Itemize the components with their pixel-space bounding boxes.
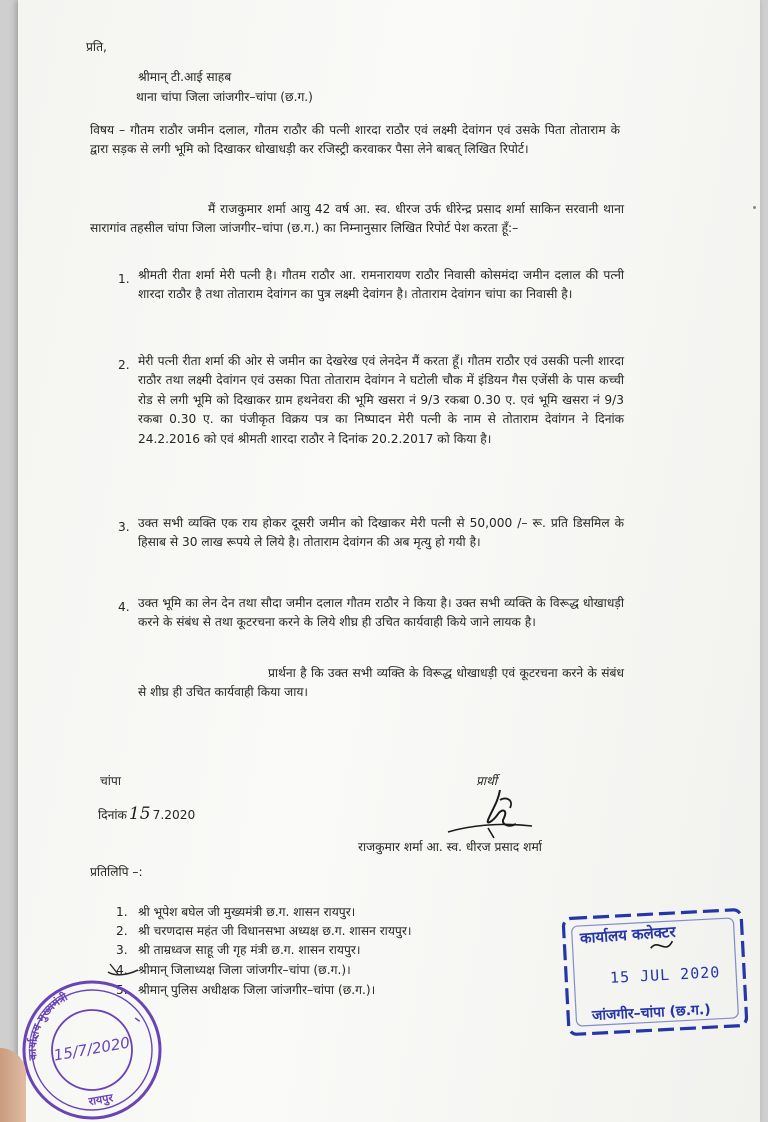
copy-item-2-number: 2. xyxy=(116,924,128,938)
salutation: प्रति, xyxy=(86,40,107,54)
copy-item-4-text: श्रीमान् जिलाध्यक्ष जिला जांजगीर–चांपा (छ.ग.)। xyxy=(138,963,351,977)
addressee-line-1: श्रीमान् टी.आई साहब xyxy=(138,70,232,84)
copy-item-4-number: 4. xyxy=(116,963,128,977)
point-4-text: उक्त भूमि का लेन देन तथा सौदा जमीन दलाल गौतम राठौर ने किया है। उक्त सभी व्यक्ति के विरूद्ध धोखाधड़ी करने के संबंध से तथा कूटरचना करने के लिये शीघ्र ही उचित कार्यवाही किये जाने लायक है। xyxy=(138,596,624,630)
round-seal-ring-text: कार्यालय मुख्यमंत्री xyxy=(25,990,70,1061)
point-1-text: श्रीमती रीता शर्मा मेरी पत्नी है। गौतम राठौर आ. रामनारायण राठौर निवासी कोसमंदा जमीन दलाल की पत्नी शारदा राठौर है तथा तोताराम देवांगन का पुत्र लक्ष्मी देवांगन है। तोताराम देवांगन चांपा का निवासी है। xyxy=(138,268,624,302)
date-line xyxy=(98,805,195,825)
copy-item-3-text: श्री ताम्रध्वज साहू जी गृह मंत्री छ.ग. शासन रायपुर। xyxy=(138,943,361,957)
copy-to-heading: प्रतिलिपि –: xyxy=(90,865,143,879)
copy-item-2-text: श्री चरणदास महंत जी विधानसभा अध्यक्ष छ.ग. शासन रायपुर। xyxy=(138,924,412,938)
point-1-number: 1. xyxy=(118,272,130,286)
applicant-label: प्रार्थी xyxy=(476,774,498,788)
place: चांपा xyxy=(100,774,121,788)
letter-page xyxy=(18,0,760,1122)
office-stamp-bottom: जांजगीर–चांपा (छ.ग.) xyxy=(591,1001,712,1025)
subject: विषय – गौतम राठौर जमीन दलाल, गौतम राठौर की पत्नी शारदा राठौर एवं लक्ष्मी देवांगन एवं उसके पिता तोताराम के द्वारा सड़क से लगी भूमि को दिखाकर धोखाधड़ी कर रजिस्ट्री करवाकर पैसा लेने बाबत् लिखित रिपोर्ट। xyxy=(90,123,620,157)
point-2-number: 2. xyxy=(118,358,130,372)
point-4-number: 4. xyxy=(118,600,130,614)
point-2-text: मेरी पत्नी रीता शर्मा की ओर से जमीन का देखरेख एवं लेनदेन मैं करता हूँ। गौतम राठौर एवं उसकी पत्नी शारदा राठौर तथा लक्ष्मी देवांगन एवं उसका पिता तोताराम देवांगन ने घटोली चौक में इंडियन गैस एजेंसी के पास कच्ची रोड से लगी भूमि को दिखाकर ग्राम हथनेवरा की भूमि खसरा नं 9/3 रकबा 0.30 ए. एवं भूमि खसरा नं 9/3 रकबा 0.30 ए. का पंजीकृत विक्रय पत्र का निष्पादन मेरी पत्नी के नाम से तोताराम देवांगन ने दिनांक 24.2.2016 को एवं श्रीमती शारदा राठौर ने दिनांक 20.2.2017 को किया है। xyxy=(138,354,624,446)
copy-item-1-number: 1. xyxy=(116,905,128,919)
round-seal-center-text: 15/7/2020 xyxy=(52,1033,132,1065)
signature xyxy=(428,780,548,846)
paper-dot xyxy=(753,206,756,209)
date-label: दिनांक xyxy=(98,808,127,822)
point-3-number: 3. xyxy=(118,520,130,534)
copy-item-5-text: श्रीमान् पुलिस अधीक्षक जिला जांजगीर–चांपा (छ.ग.)। xyxy=(138,983,376,997)
copy-item-3-number: 3. xyxy=(116,943,128,957)
date-printed: 7.2020 xyxy=(152,808,196,822)
office-stamp-top: कार्यालय कलेक्टर xyxy=(579,922,677,948)
applicant-name: राजकुमार शर्मा आ. स्व. धीरज प्रसाद शर्मा xyxy=(358,840,542,854)
copy-item-1-text: श्री भूपेश बघेल जी मुख्यमंत्री छ.ग. शासन रायपुर। xyxy=(138,905,356,919)
date-handwritten-day: 15 xyxy=(128,804,151,824)
intro-paragraph: मैं राजकुमार शर्मा आयु 42 वर्ष आ. स्व. धीरज उर्फ धीरेन्द्र प्रसाद शर्मा साकिन सरवानी थाना सारागांव तहसील चांपा जिला जांजगीर–चांपा (छ.ग.) का निम्नानुसार लिखित रिपोर्ट पेश करता हूँ:– xyxy=(90,202,624,236)
round-seal-bottom-text: रायपुर xyxy=(87,1091,114,1109)
copy-item-5-number: 5. xyxy=(116,983,128,997)
point-3-text: उक्त सभी व्यक्ति एक राय होकर दूसरी जमीन को दिखाकर मेरी पत्नी से 50,000 /– रू. प्रति डिसमिल के हिसाब से 30 लाख रूपये ले लिये है। तोताराम देवांगन की अब मृत्यु हो गयी है। xyxy=(138,516,624,550)
addressee-line-2: थाना चांपा जिला जांजगीर–चांपा (छ.ग.) xyxy=(136,90,313,104)
office-stamp-date: 15 JUL 2020 xyxy=(609,963,721,987)
round-seal xyxy=(8,970,178,1120)
prayer-paragraph: प्रार्थना है कि उक्त सभी व्यक्ति के विरूद्ध धोखाधड़ी एवं कूटरचना करने के संबंध से शीघ्र ही उचित कार्यवाही किया जाय। xyxy=(138,666,624,700)
